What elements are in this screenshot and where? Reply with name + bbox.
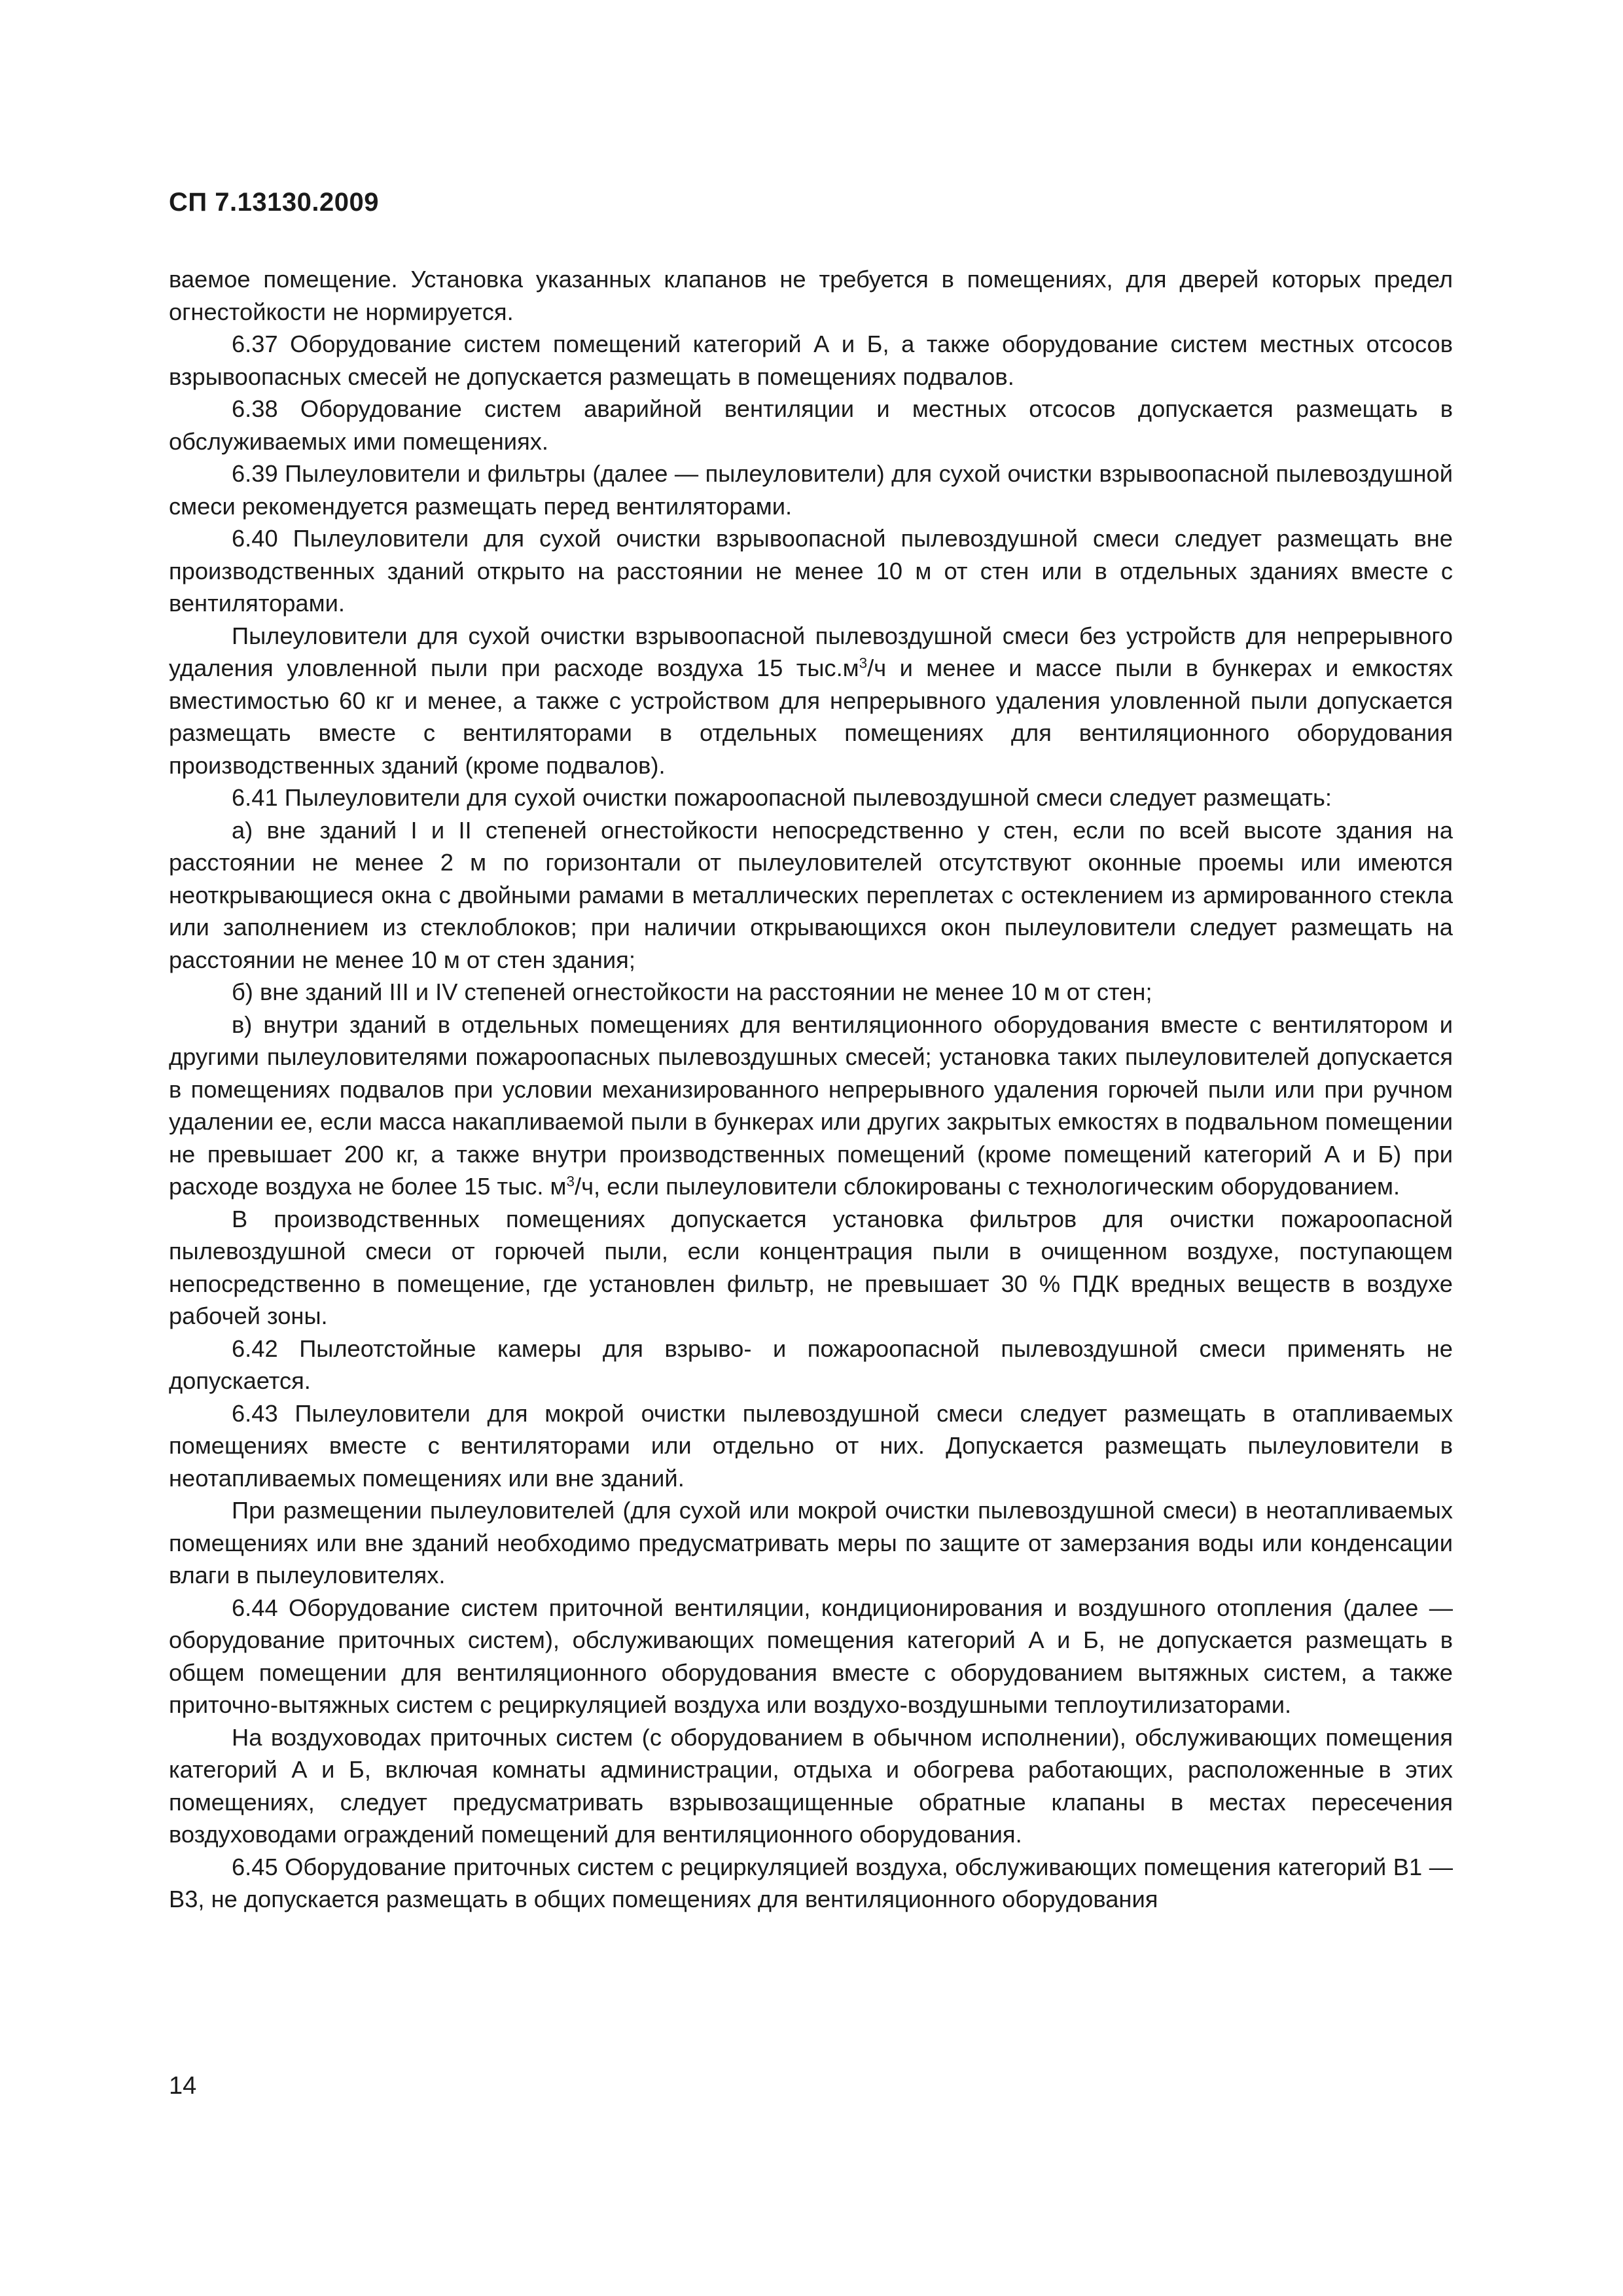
paragraph-6-43-unheated: При размещении пылеуловителей (для сухой или мокрой очистки пылевоздушной смеси) в неотапливаемых помещениях или вне зданий необходимо предусматривать меры по защите от замерзания воды или конденсации влаги в пылеуловителях.	[169, 1497, 1453, 1588]
page-number: 14	[169, 2072, 197, 2100]
paragraph-6-40: 6.40 Пылеуловители для сухой очистки взрывоопасной пылевоздушной смеси следует размещать вне производственных зданий открыто на расстоянии не менее 10 м от стен или в отдельных зданиях вместе с вентиляторами.	[169, 525, 1453, 617]
paragraph-6-45: 6.45 Оборудование приточных систем с рециркуляцией воздуха, обслуживающих помещения категорий В1 — В3, не допускается размещать в общих помещениях для вентиляционного оборудования	[169, 1853, 1453, 1912]
paragraph-6-41-item-b: б) вне зданий III и IV степеней огнестойкости на расстоянии не менее 10 м от стен;	[232, 978, 1152, 1005]
paragraph-6-41: 6.41 Пылеуловители для сухой очистки пожароопасной пылевоздушной смеси следует размещать:	[232, 784, 1332, 811]
paragraph-6-39: 6.39 Пылеуловители и фильтры (далее — пылеуловители) для сухой очистки взрывоопасной пылевоздушной смеси рекомендуется размещать перед вентиляторами.	[169, 460, 1453, 520]
paragraph-6-44: 6.44 Оборудование систем приточной вентиляции, кондиционирования и воздушного отопления (далее — оборудование приточных систем), обслуживающих помещения категорий А и Б, не допускается размещать в общем помещении для вентиляционного оборудования вместе с оборудованием вытяжных систем, а также приточно-вытяжных систем с рециркуляцией воздуха или воздухо-воздушными теплоутилизаторами.	[169, 1594, 1453, 1718]
superscript-cubic: 3	[566, 1173, 575, 1190]
paragraph-6-42: 6.42 Пылеотстойные камеры для взрыво- и пожароопасной пылевоздушной смеси применять не допускается.	[169, 1335, 1453, 1394]
superscript-cubic: 3	[859, 655, 868, 672]
paragraph-6-41-item-a: а) вне зданий I и II степеней огнестойкости непосредственно у стен, если по всей высоте здания на расстоянии не менее 2 м по горизонтали от пылеуловителей отсутствуют оконные проемы или имеются неоткрывающиеся окна с двойными рамами в металлических переплетах с остеклением из армированного стекла или заполнением из стеклоблоков; при наличии открывающихся окон пылеуловители следует размещать на расстоянии не менее 10 м от стен здания;	[169, 816, 1453, 973]
document-code-header: СП 7.13130.2009	[169, 188, 379, 217]
paragraph-6-43: 6.43 Пылеуловители для мокрой очистки пылевоздушной смеси следует размещать в отапливаемых помещениях вместе с вентиляторами или отдельно от них. Допускается размещать пылеуловители в неотапливаемых помещениях или вне зданий.	[169, 1399, 1453, 1492]
paragraph-6-41-filters: В производственных помещениях допускается установка фильтров для очистки пожароопасной пылевоздушной смеси от горючей пыли, если концентрация пыли в очищенном воздухе, поступающем непосредственно в помещение, где установлен фильтр, не превышает 30 % ПДК вредных веществ в воздухе рабочей зоны.	[169, 1205, 1453, 1329]
paragraph-6-38: 6.38 Оборудование систем аварийной вентиляции и местных отсосов допускается размещать в обслуживаемых ими помещениях.	[169, 395, 1453, 455]
paragraph-6-41-item-v: в) внутри зданий в отдельных помещениях для вентиляционного оборудования вместе с вентилятором и другими пылеуловителями пожароопасных пылевоздушных смесей; установка таких пылеуловителей допускается в помещениях подвалов при условии механизированного непрерывного удаления горючей пыли или при ручном удалении ее, если масса накапливаемой пыли в бункерах или других закрытых емкостях в подвальном помещении не превышает 200 кг, а также внутри производственных помещений (кроме помещений категорий А и Б) при расходе воздуха не более 15 тыс. $м^3/ч$, если пылеуловители сблокированы с технологическим оборудованием.	[169, 1011, 1453, 1200]
paragraph-continuation: ваемое помещение. Установка указанных клапанов не требуется в помещениях, для дверей которых предел огнестойкости не нормируется.	[169, 266, 1453, 325]
paragraph-6-40-dust-collectors: Пылеуловители для сухой очистки взрывоопасной пылевоздушной смеси без устройств для непрерывного удаления уловленной пыли при расходе воздуха 15 $тыс.м^3/ч$ и менее и массе пыли в бункерах и емкостях вместимостью 60 кг и менее, а также с устройством для непрерывного удаления уловленной пыли допускается размещать вместе с вентиляторами в отдельных помещениях для вентиляционного оборудования производственных зданий (кроме подвалов).	[169, 622, 1453, 779]
paragraph-6-37: 6.37 Оборудование систем помещений категорий А и Б, а также оборудование систем местных отсосов взрывоопасных смесей не допускается размещать в помещениях подвалов.	[169, 331, 1453, 390]
body-text	[169, 263, 1453, 1916]
paragraph-6-44-air-ducts: На воздуховодах приточных систем (с оборудованием в обычном исполнении), обслуживающих помещения категорий А и Б, включая комнаты администрации, отдыха и обогрева работающих, расположенные в этих помещениях, следует предусматривать взрывозащищенные обратные клапаны в местах пересечения воздуховодами ограждений помещений для вентиляционного оборудования.	[169, 1723, 1453, 1848]
